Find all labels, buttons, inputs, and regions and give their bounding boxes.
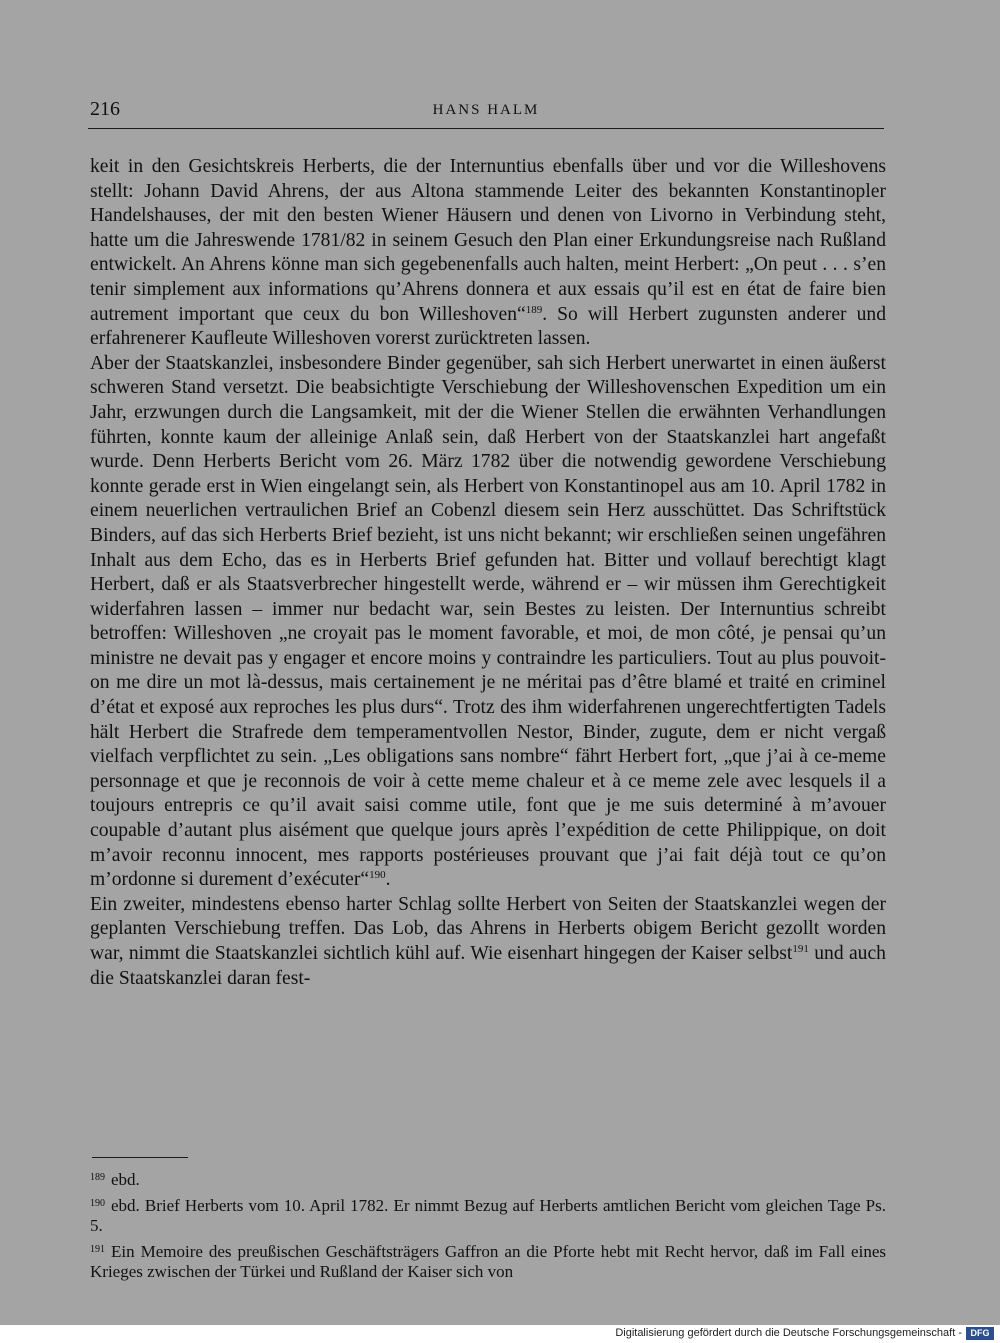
paragraph-text: Aber der Staatskanzlei, insbesondere Binder gegenüber, sah sich Herbert unerwartet in einen äußerst schweren Stand versetzt. Die beabsichtigte Verschiebung der Willeshovenschen Expedition um ein Jahr, erzwungen durch die Langsamkeit, mit der die Wiener Stellen die erwähnten Verhandlungen führten, konnte kaum der alleinige Anlaß sein, daß Herbert von der Staatskanzlei hart angefaßt wurde. Denn Herberts Bericht vom 26. März 1782 über die notwendig gewordene Verschiebung konnte gerade erst in Wien eingelangt sein, als Herbert von Konstantinopel aus am 10. April 1782 in einem neuerlichen vertraulichen Brief an Cobenzl diesem sein Herz ausschüttet. Das Schriftstück Binders, auf das sich Herberts Brief bezieht, ist uns nicht bekannt; wir erschließen seinen ungefähren Inhalt aus dem Echo, das es in Herberts Brief gefunden hat. Bitter und vollauf berechtigt klagt Herbert, daß er als Staatsverbrecher hingestellt werde, während er – wir müssen ihm Gerechtigkeit widerfahren lassen – immer nur bedacht war, sein Bestes zu leisten. Der Internuntius schreibt betroffen: Willeshoven „ne croyait pas le moment favorable, et moi, de mon côté, je pensai qu’un ministre ne devait pas y engager et encore moins y contraindre les particuliers. Tout au plus pouvoit-on me dire un mot là-dessus, mais certainement je ne méritai pas d’être blamé et traité en criminel d’état et exposé aux reproches les plus durs“. Trotz des ihm widerfahrenen ungerechtfertigten Tadels hält Herbert die Strafrede dem temperamentvollen Nestor, Binder, zugute, dem er nicht vergaß vielfach verpflichtet zu sein. „Les obligations sans nombre“ fährt Herbert fort, „que j’ai à ce-meme personnage et que je reconnois de voir à cette meme chaleur et à ce meme zele avec lesquels il a toujours entrepris ce qu’il avait saisi comme utile, font que je me suis determiné à m’avouer coupable d’autant plus aisément que quelque jours après l’expédition de cette Philippique, on doit m’avoir reconnu innocent, mes rapports postérieuses prouvant que j’ai fait déjà tout ce qu’on m’ordonne si durement d’exécuter“ — [90, 352, 886, 891]
page-header — [88, 98, 884, 129]
dfg-logo[interactable]: DFG — [966, 1327, 994, 1340]
footnote-mark: 190 — [90, 1197, 105, 1209]
paragraph-tail: . So will Herbert zugunsten anderer und erfahrenerer Kaufleute Willeshoven vorerst zurücktreten lassen. — [90, 303, 887, 350]
paragraph-text: keit in den Gesichtskreis Herberts, die der Internuntius ebenfalls über und vor die Willeshovens stellt: Johann David Ahrens, der aus Altona stammende Leiter des bekannten Konstantinopler Handelshauses, der mit den besten Wiener Häusern und denen von Livorno in Verbindung steht, hatte um die Jahreswende 1781/82 in seinem Gesuch den Plan einer Erkundungsreise nach Rußland entwickelt. An Ahrens könne man sich gegebenenfalls auch halten, meint Herbert: „On peut . . . s’en tenir simplement aux informations qu’Ahrens donnera et aux essais qu’il est en état de faire bien autrement important que ceux du bon Willeshoven“ — [90, 156, 886, 325]
footnote-ref[interactable]: 191 — [792, 943, 809, 955]
footnote-mark: 189 — [90, 1172, 105, 1183]
paragraph-tail: . — [385, 869, 391, 891]
page-number: 216 — [90, 98, 120, 120]
paragraph-tail: und auch die Staatskanzlei daran fest- — [90, 943, 886, 989]
footnote-divider — [92, 1157, 188, 1158]
footnote-text: ebd. Brief Herberts vom 10. April 1782. Er nimmt Bezug auf Herberts amtlichen Bericht vom gleichen Tage Ps. 5. — [90, 1195, 886, 1235]
footnote — [90, 1194, 886, 1237]
funding-footer — [0, 1325, 1000, 1343]
running-head: HANS HALM — [432, 102, 540, 118]
funding-credit: Digitalisierung gefördert durch die Deutsche Forschungsgemeinschaft - — [615, 1327, 962, 1339]
footnote-text: Ein Memoire des preußischen Geschäftsträgers Gaffron an die Pforte hebt mit Recht hervor, daß im Fall eines Krieges zwischen der Türkei und Rußland der Kaiser sich von — [90, 1241, 886, 1281]
main-text — [90, 155, 886, 991]
footnote-ref[interactable]: 189 — [525, 303, 543, 316]
footnote-ref[interactable]: 190 — [369, 869, 386, 882]
footnote-text: ebd. — [111, 1170, 140, 1189]
footnote-mark: 191 — [90, 1243, 105, 1255]
paragraph-text: Ein zweiter, mindestens ebenso harter Schlag sollte Herbert von Seiten der Staatskanzlei wegen der geplanten Verschiebung treffen. Das Lob, das Ahrens in Herberts obigem Bericht gezollt worden war, nimmt die Staatskanzlei sichtlich kühl auf. Wie eisenhart hingegen der Kaiser selbst — [90, 893, 886, 964]
paragraph — [90, 155, 886, 352]
paragraph — [90, 352, 886, 893]
footnote — [90, 1168, 886, 1191]
footnote — [90, 1240, 886, 1283]
paragraph — [90, 893, 886, 991]
footnotes — [90, 1168, 886, 1286]
